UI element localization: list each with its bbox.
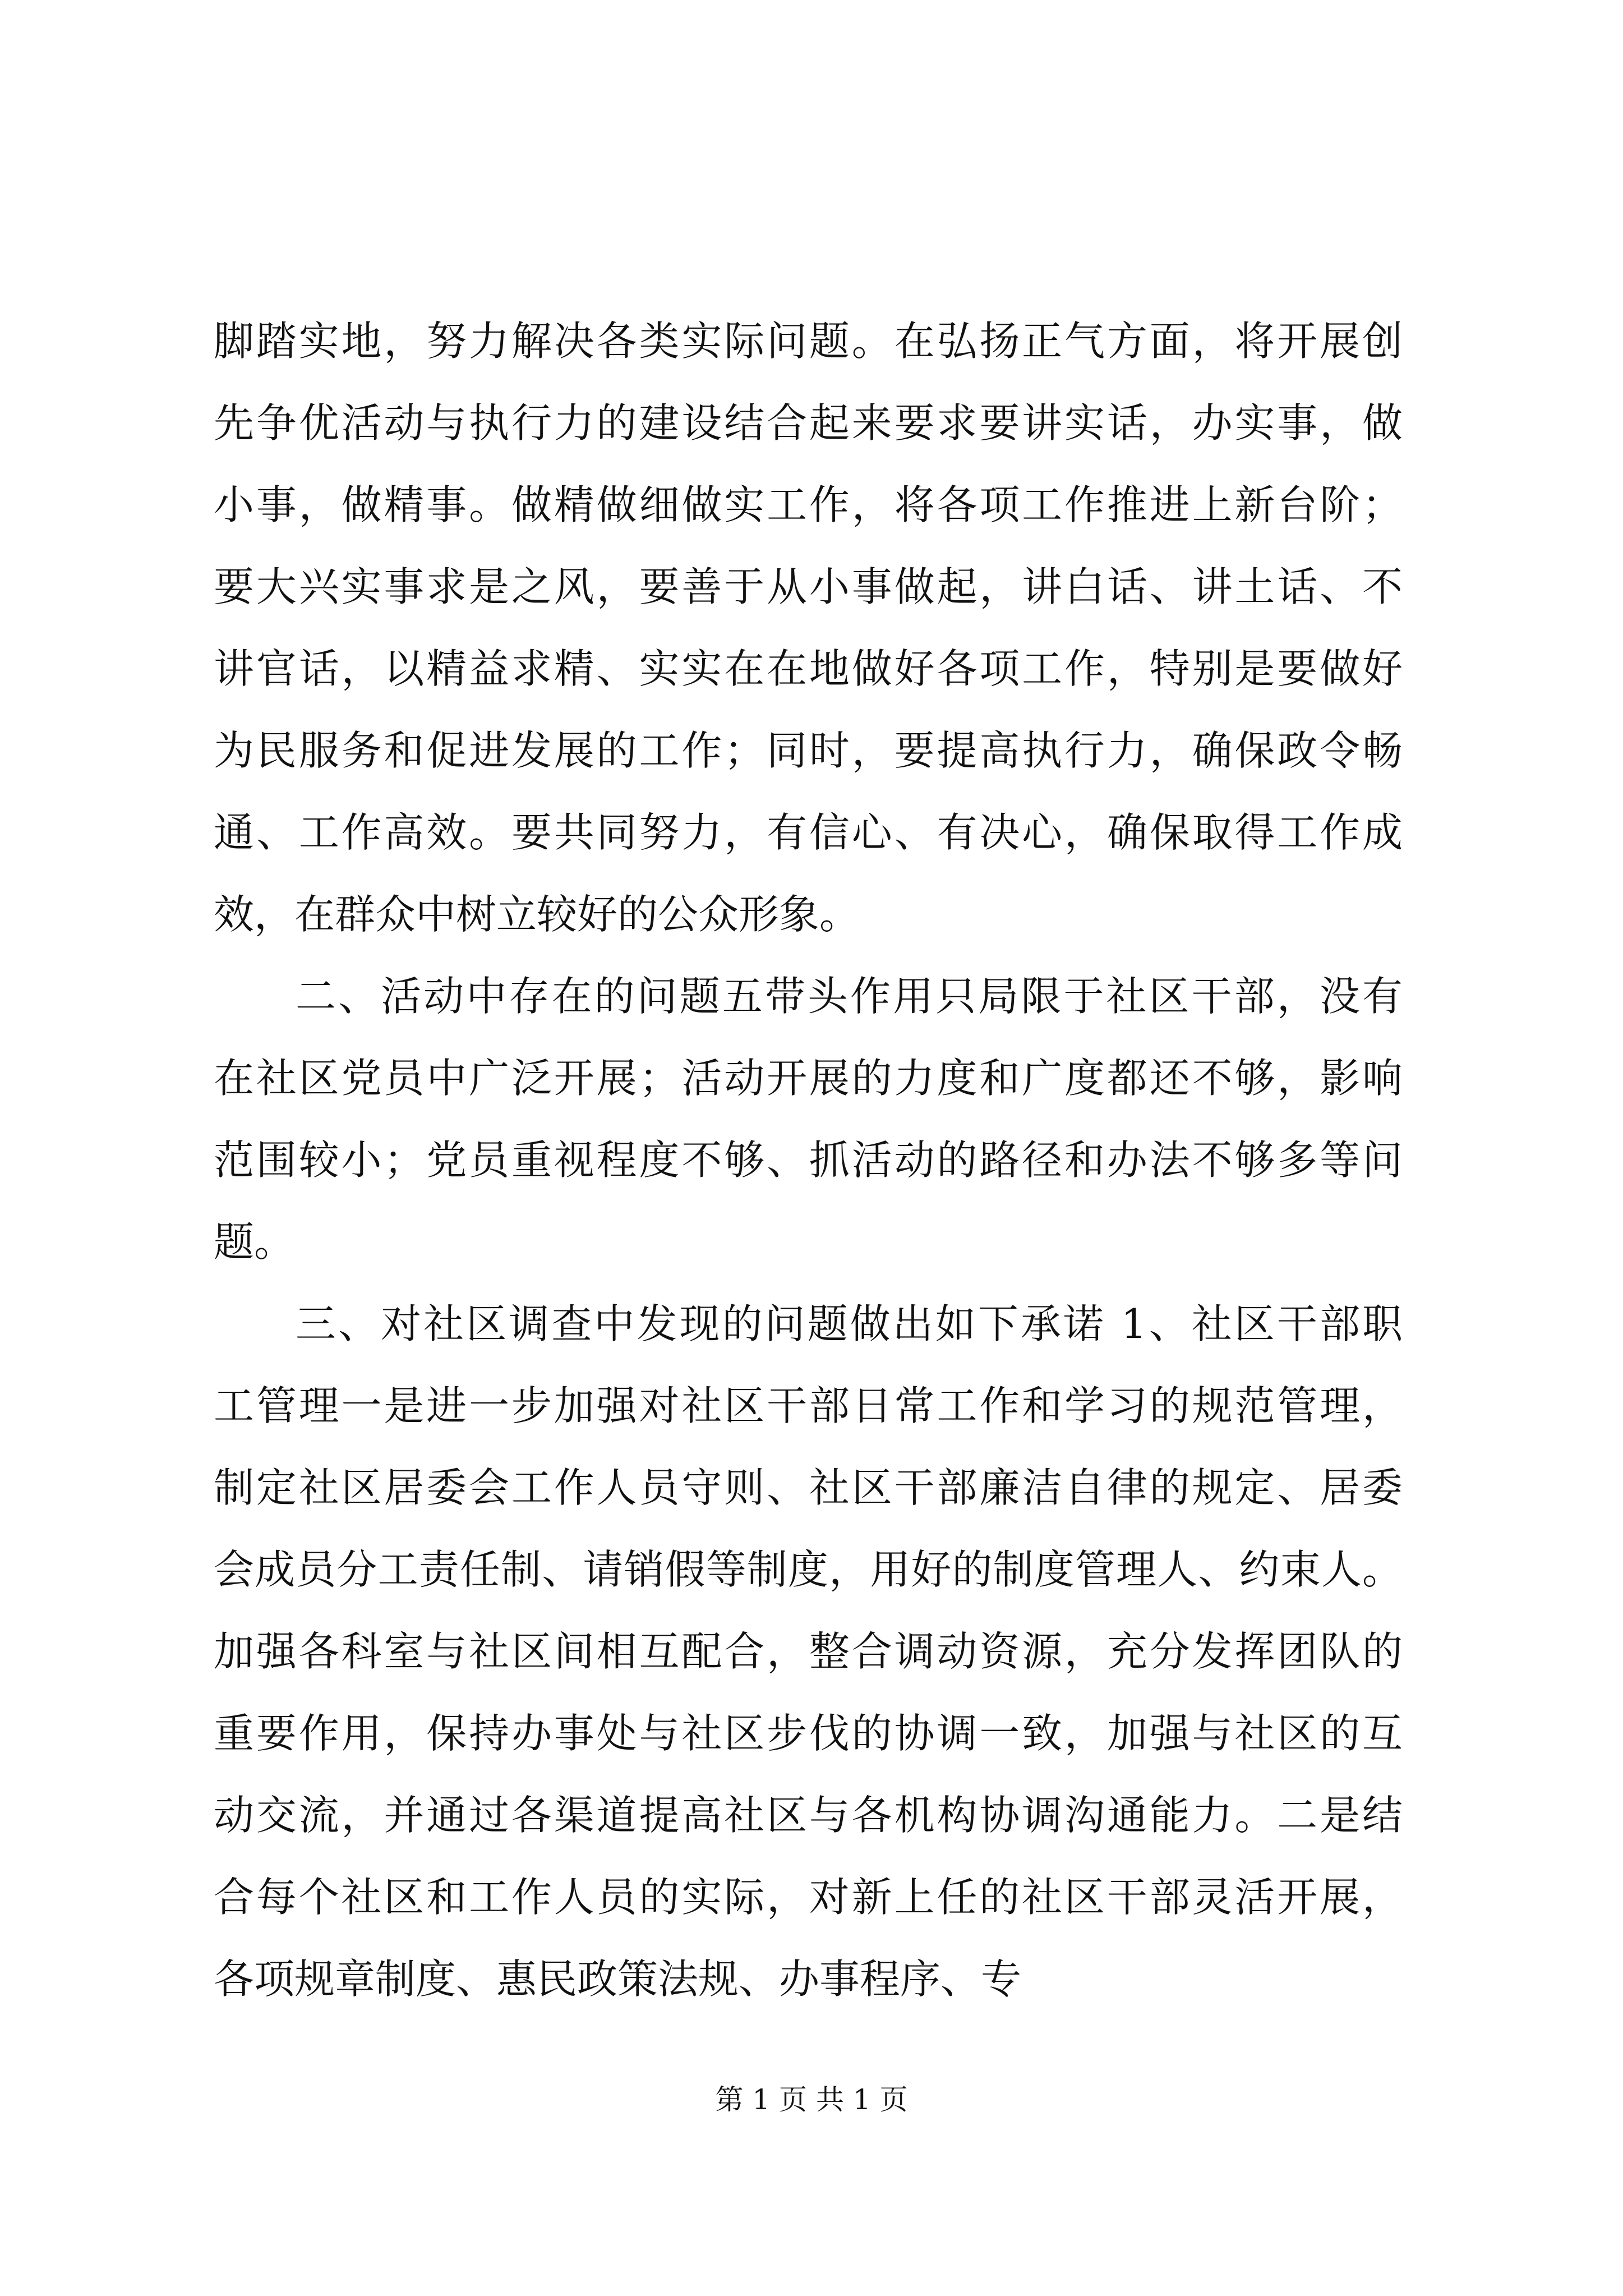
text-line: 加强各科室与社区间相互配合，整合调动资源，充分发挥团队的 [214, 1628, 1403, 1675]
text-line: 先争优活动与执行力的建设结合起来要求要讲实话，办实事，做 [214, 399, 1403, 447]
text-line: 重要作用，保持办事处与社区步伐的协调一致，加强与社区的互 [214, 1710, 1403, 1757]
text-line: 为民服务和促进发展的工作；同时，要提高执行力，确保政令畅 [214, 727, 1403, 774]
text-line: 工管理一是进一步加强对社区干部日常工作和学习的规范管理， [214, 1382, 1403, 1429]
paragraph-first-line: 二、活动中存在的问题五带头作用只局限于社区干部，没有 [296, 973, 1403, 1020]
text-line: 通、工作高效。要共同努力，有信心、有决心，确保取得工作成 [214, 809, 1403, 856]
text-line: 题。 [214, 1218, 295, 1266]
text-line: 会成员分工责任制、请销假等制度，用好的制度管理人、约束人。 [214, 1546, 1403, 1593]
text-line: 讲官话，以精益求精、实实在在地做好各项工作，特别是要做好 [214, 645, 1403, 692]
text-line: 脚踏实地，努力解决各类实际问题。在弘扬正气方面，将开展创 [214, 318, 1403, 365]
text-line: 合每个社区和工作人员的实际，对新上任的社区干部灵活开展， [214, 1874, 1403, 1921]
page-number-footer: 第 1 页 共 1 页 [715, 2083, 908, 2116]
text-line: 动交流，并通过各渠道提高社区与各机构协调沟通能力。二是结 [214, 1792, 1403, 1839]
text-line: 范围较小；党员重视程度不够、抓活动的路径和办法不够多等问 [214, 1137, 1403, 1184]
text-line: 要大兴实事求是之风，要善于从小事做起，讲白话、讲土话、不 [214, 563, 1403, 610]
text-line: 效，在群众中树立较好的公众形象。 [214, 891, 860, 938]
text-line: 制定社区居委会工作人员守则、社区干部廉洁自律的规定、居委 [214, 1464, 1403, 1511]
text-line: 各项规章制度、惠民政策法规、办事程序、专 [214, 1955, 1022, 2003]
document-body [214, 300, 1403, 2020]
text-line: 小事，做精事。做精做细做实工作，将各项工作推进上新台阶； [214, 481, 1403, 528]
text-line: 在社区党员中广泛开展；活动开展的力度和广度都还不够，影响 [214, 1055, 1403, 1102]
paragraph-first-line: 三、对社区调查中发现的问题做出如下承诺 1、社区干部职 [296, 1300, 1403, 1347]
